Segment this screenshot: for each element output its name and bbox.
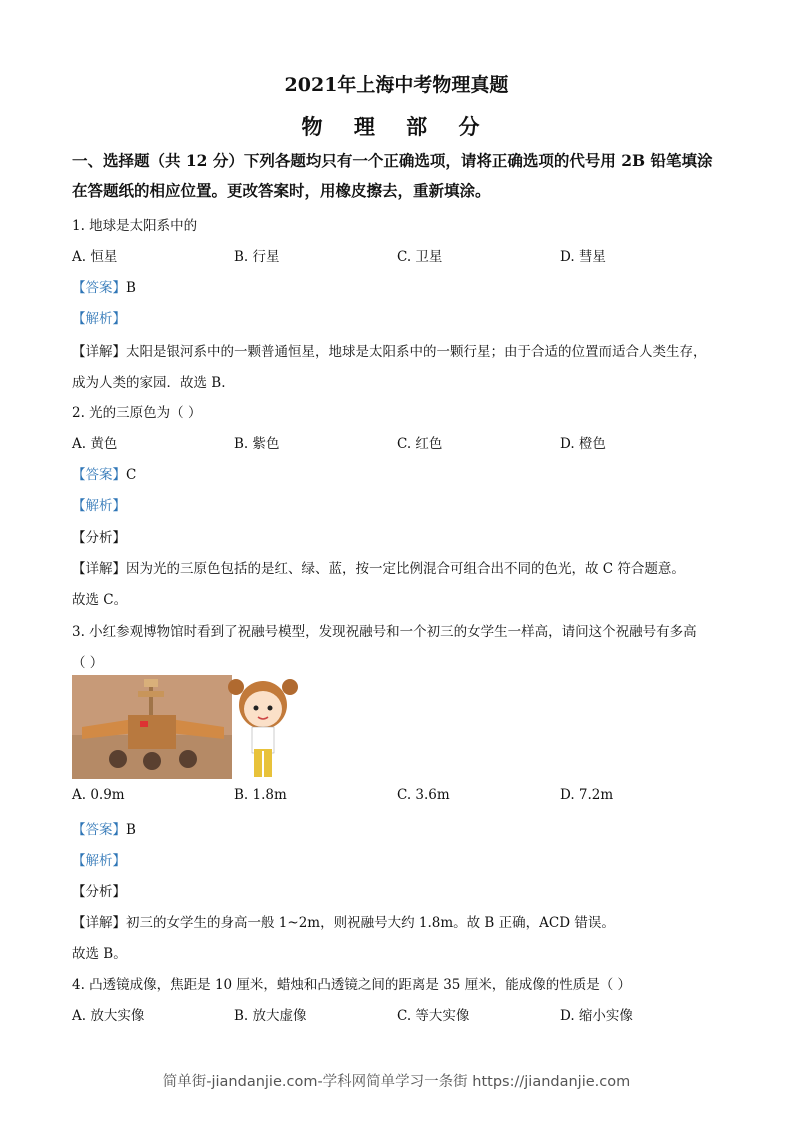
page-title: 2021年上海中考物理真题 [284, 74, 509, 96]
q1-option-a: A. 恒星 [72, 249, 118, 265]
q2-stem: 2. 光的三原色为（ ） [72, 405, 202, 421]
q2-analysis-line [72, 494, 126, 514]
rover-and-girl-figure [72, 675, 304, 779]
mars-rover-image [72, 675, 232, 779]
q3-answer-line [72, 818, 136, 838]
q4-stem: 4. 凸透镜成像，焦距是 10 厘米，蜡烛和凸透镜之间的距离是 35 厘米，能成像的性质是（ ） [72, 977, 631, 993]
q3-option-a: A. 0.9m [72, 787, 125, 803]
q2-conclusion: 故选 C。 [72, 592, 128, 608]
q2-answer-value: C [126, 467, 137, 483]
answer-label: 【答案】 [72, 280, 126, 296]
section-heading-line2: 在答题纸的相应位置。更改答案时，用橡皮擦去，重新填涂。 [72, 181, 491, 200]
q3-stem-line2: （ ） [72, 655, 104, 671]
q1-stem: 1. 地球是太阳系中的 [72, 218, 198, 234]
q4-option-a: A. 放大实像 [72, 1008, 145, 1024]
q3-option-c: C. 3.6m [397, 787, 450, 803]
q1-detail-line1 [72, 340, 707, 360]
girl-cartoon-image [228, 679, 298, 777]
q1-analysis-line [72, 307, 126, 327]
q1-option-b: B. 行星 [234, 249, 280, 265]
q3-detail-text1: 初三的女学生的身高一般 1~2m，则祝融号大约 1.8m。故 B 正确，ACD 错误。 [126, 915, 615, 931]
q1-detail-line2: 成为人类的家园．故选 B. [72, 375, 226, 391]
q2-option-a: A. 黄色 [72, 436, 118, 452]
analysis-label: 【解析】 [72, 853, 126, 869]
q2-breakdown-line: 【分析】 [72, 530, 126, 546]
q2-option-b: B. 紫色 [234, 436, 280, 452]
q1-option-c: C. 卫星 [397, 249, 443, 265]
q1-detail-text1: 太阳是银河系中的一颗普通恒星，地球是太阳系中的一颗行星；由于合适的位置而适合人类生存， [126, 344, 707, 360]
q2-option-c: C. 红色 [397, 436, 443, 452]
q3-answer-value: B [126, 822, 136, 838]
q3-option-b: B. 1.8m [234, 787, 287, 803]
q4-option-d: D. 缩小实像 [560, 1008, 633, 1024]
q4-option-b: B. 放大虚像 [234, 1008, 307, 1024]
page-subtitle: 物 理 部 分 [301, 114, 492, 139]
answer-label: 【答案】 [72, 822, 126, 838]
q3-conclusion: 故选 B。 [72, 946, 127, 962]
answer-label: 【答案】 [72, 467, 126, 483]
page-footer: 简单街-jiandanjie.com-学科网简单学习一条街 https://jiandanjie.com [162, 1074, 631, 1090]
detail-label: 【详解】 [72, 561, 126, 577]
q1-option-d: D. 彗星 [560, 249, 606, 265]
q4-option-c: C. 等大实像 [397, 1008, 470, 1024]
q2-option-d: D. 橙色 [560, 436, 606, 452]
q3-stem-line1: 3. 小红参观博物馆时看到了祝融号模型，发现祝融号和一个初三的女学生一样高，请问这个祝融号有多高 [72, 624, 697, 640]
q2-detail-text1: 因为光的三原色包括的是红、绿、蓝，按一定比例混合可组合出不同的色光，故 C 符合题意。 [126, 561, 685, 577]
q3-detail-line1 [72, 911, 615, 931]
section-heading-line1: 一、选择题（共 12 分）下列各题均只有一个正确选项，请将正确选项的代号用 2B 铅笔填涂 [72, 151, 713, 170]
q3-breakdown-line: 【分析】 [72, 884, 126, 900]
analysis-label: 【解析】 [72, 498, 126, 514]
q3-analysis-line [72, 849, 126, 869]
analysis-label: 【解析】 [72, 311, 126, 327]
detail-label: 【详解】 [72, 915, 126, 931]
q2-detail-line1 [72, 557, 685, 577]
detail-label: 【详解】 [72, 344, 126, 360]
q1-answer-line [72, 276, 136, 296]
q2-answer-line [72, 463, 136, 483]
q3-option-d: D. 7.2m [560, 787, 614, 803]
q1-answer-value: B [126, 280, 136, 296]
